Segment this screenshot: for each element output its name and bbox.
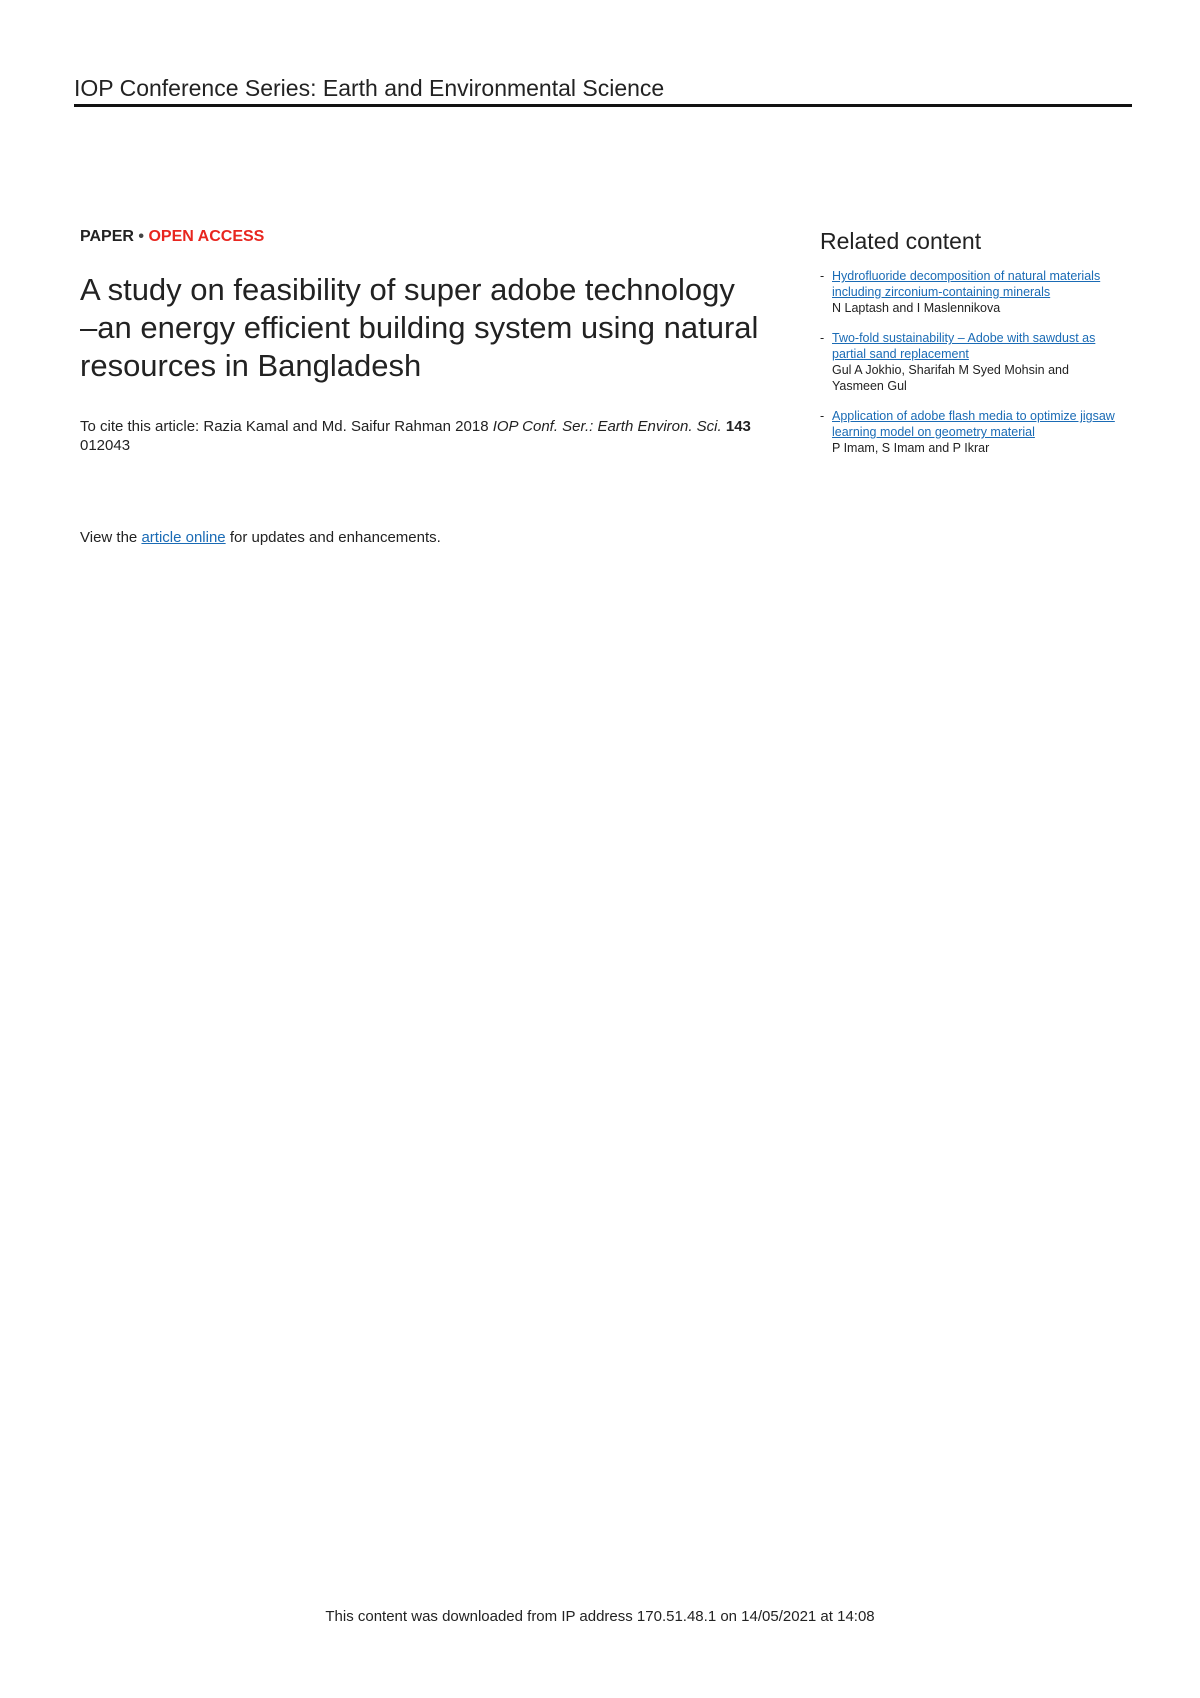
related-item [820,408,1120,456]
article-online-link[interactable]: article online [141,529,226,546]
related-item-authors: P Imam, S Imam and P Ikrar [832,441,990,455]
article-badge [80,226,810,248]
journal-header: IOP Conference Series: Earth and Environmental Science [74,75,665,101]
title-line: –an energy efficient building system using natural [80,310,759,345]
citation-prefix: To cite this article: Razia Kamal and Md. Saifur Rahman 2018 [80,418,493,435]
title-line: A study on feasibility of super adobe technology [80,272,735,307]
view-online [80,528,441,548]
article-title [80,271,810,385]
list-dash: - [820,409,825,423]
badge-separator: • [138,228,144,245]
related-item-authors: Gul A Jokhio, Sharifah M Syed Mohsin and Yasmeen Gul [832,363,1069,393]
citation [80,417,810,455]
article-main [80,226,810,455]
related-item [820,330,1120,394]
related-item-authors: N Laptash and I Maslennikova [832,301,1001,315]
related-item [820,268,1120,316]
related-content [820,226,1120,470]
list-dash: - [820,269,825,283]
citation-article-number: 012043 [80,437,131,454]
badge-paper: PAPER [80,228,134,245]
download-footer: This content was downloaded from IP address 170.51.48.1 on 14/05/2021 at 14:08 [325,1608,875,1625]
related-item-link[interactable]: Application of adobe flash media to optimize jigsaw learning model on geometry material [832,409,1115,439]
view-prefix: View the [80,529,142,546]
citation-journal: IOP Conf. Ser.: Earth Environ. Sci. [492,418,722,435]
related-heading: Related content [820,228,982,254]
related-item-link[interactable]: Hydrofluoride decomposition of natural materials including zirconium-containing minerals [832,269,1101,299]
badge-open-access: OPEN ACCESS [148,228,265,245]
header-rule [74,104,1132,107]
title-line: resources in Bangladesh [80,348,422,383]
view-suffix: for updates and enhancements. [225,529,441,546]
related-item-link[interactable]: Two-fold sustainability – Adobe with sawdust as partial sand replacement [832,331,1096,361]
list-dash: - [820,331,825,345]
citation-volume: 143 [725,418,751,435]
